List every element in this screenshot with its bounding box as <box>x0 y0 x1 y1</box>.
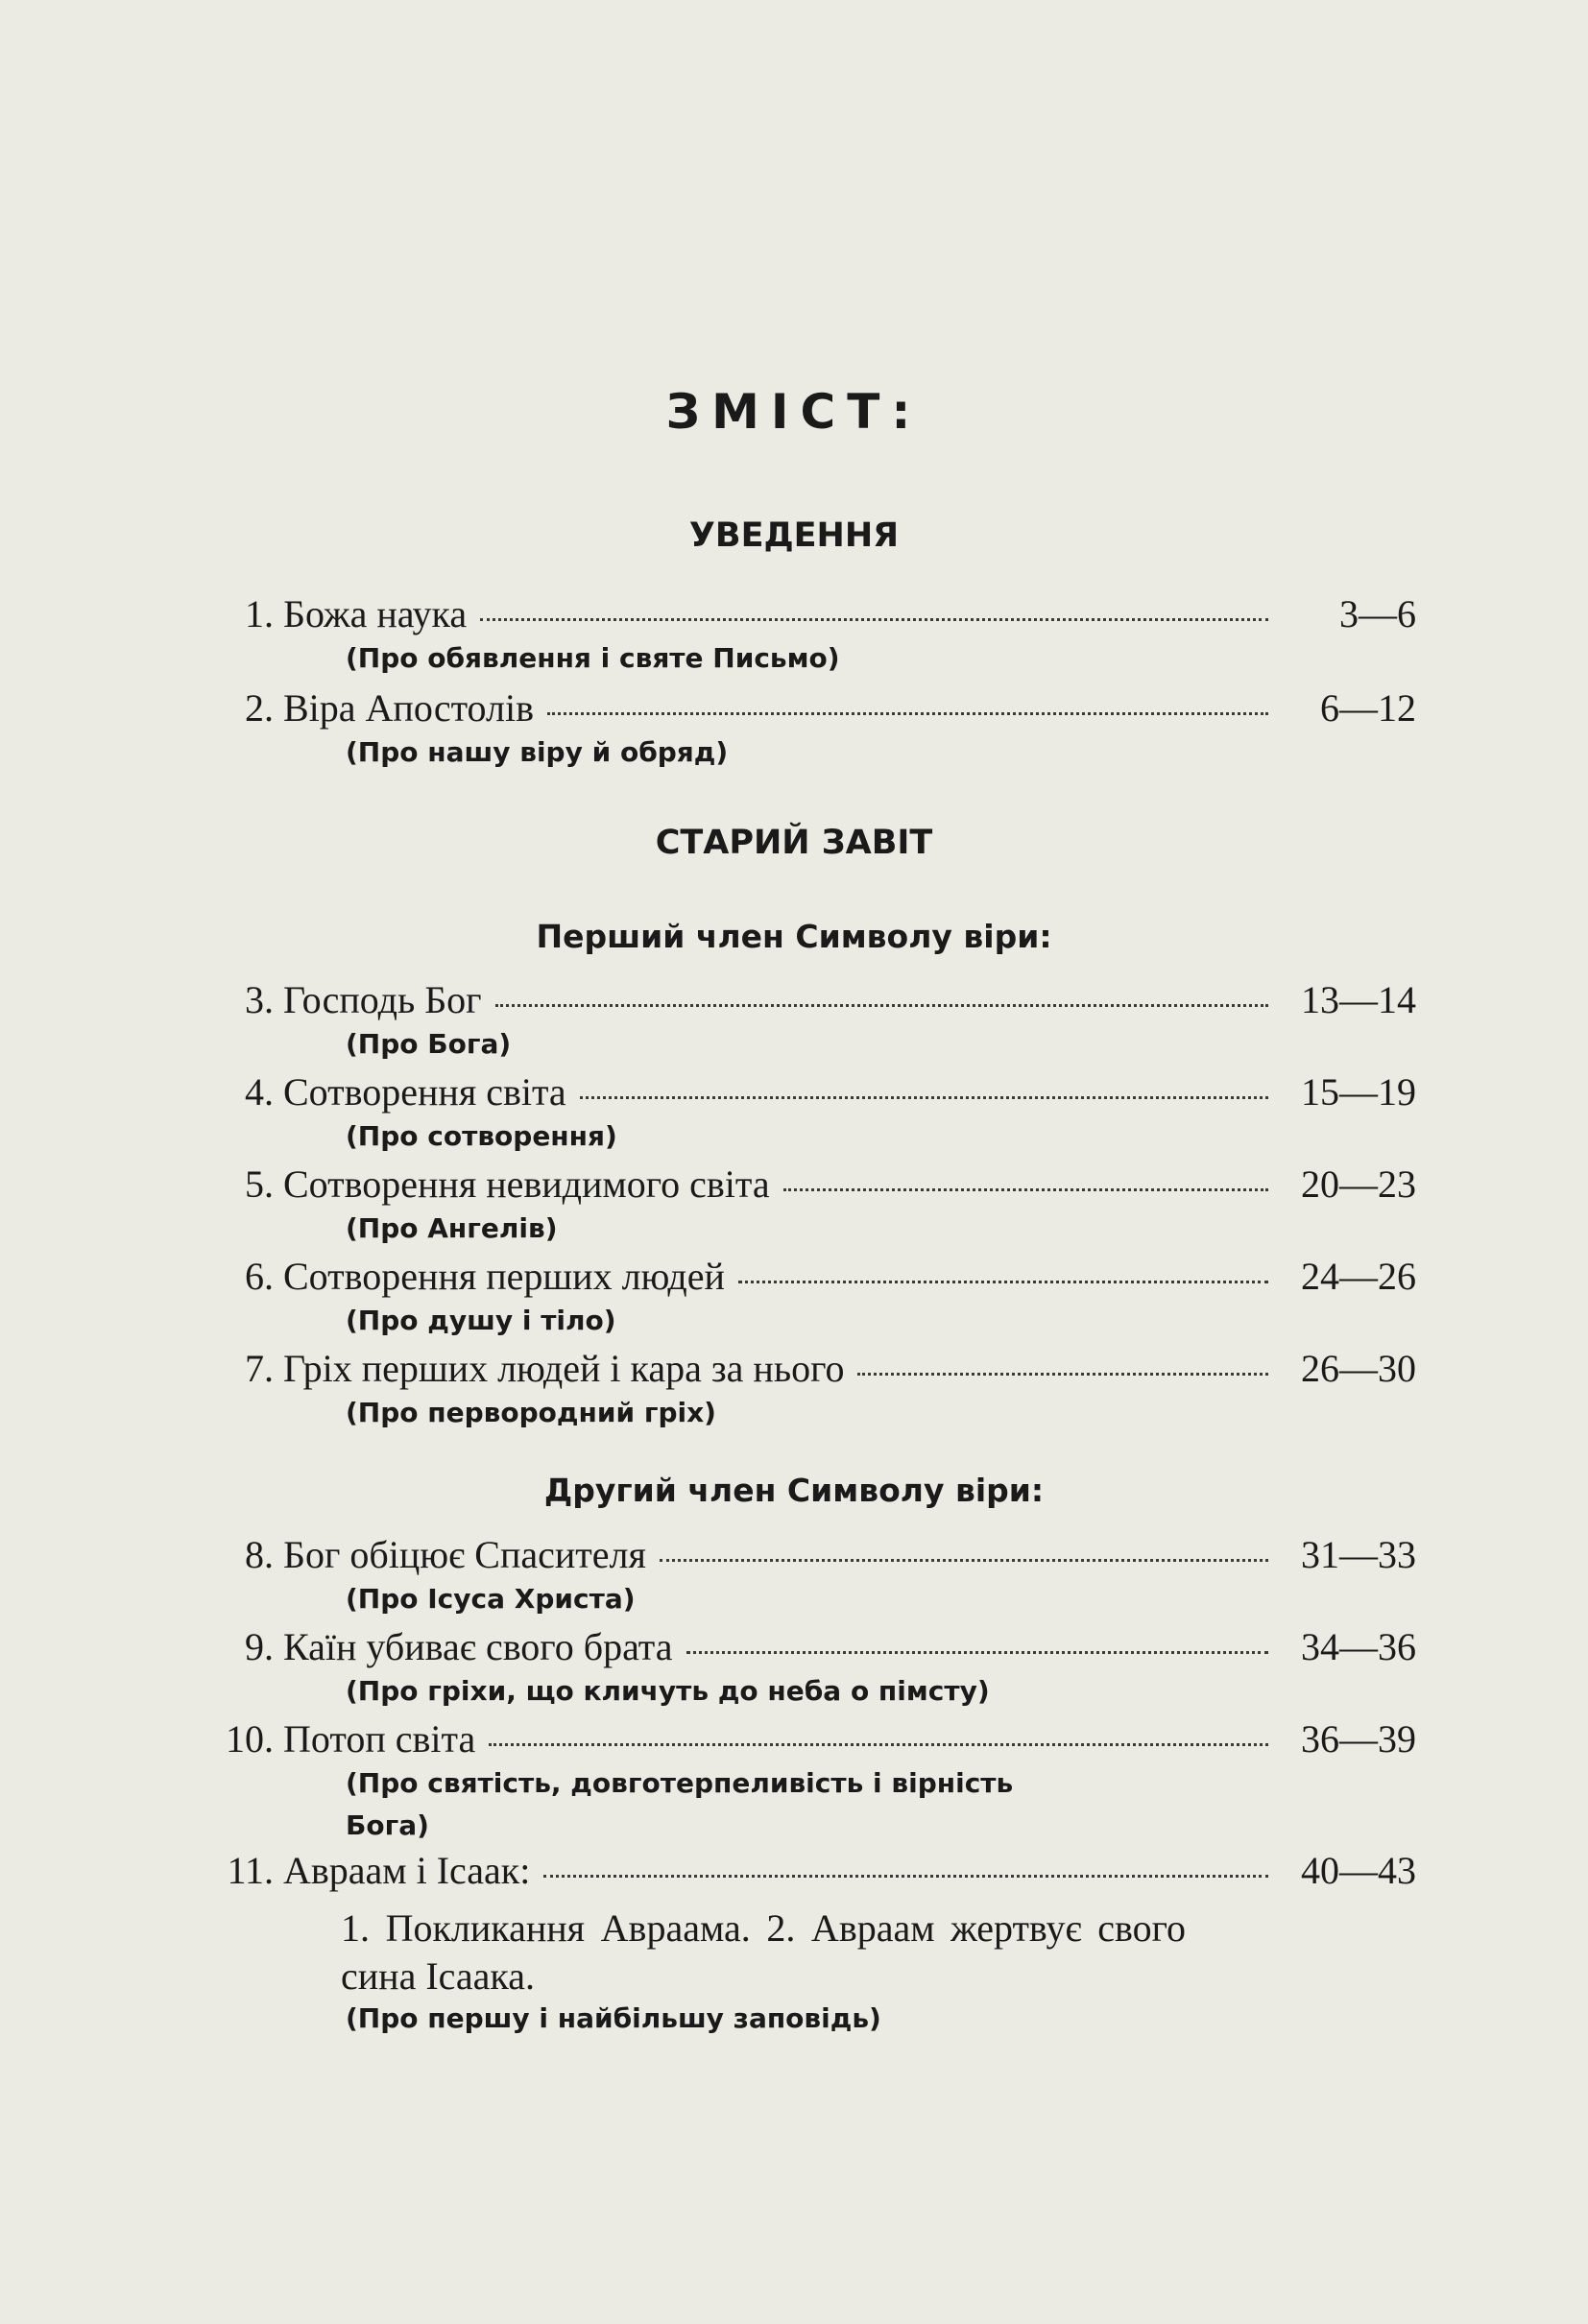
entry-number: 3. <box>245 978 274 1021</box>
entry-pages: 13—14 <box>1301 978 1416 1021</box>
dot-leader <box>857 1373 1268 1376</box>
entry-title: Сотворення невидимого світа <box>283 1162 770 1206</box>
entry-pages: 20—23 <box>1301 1162 1416 1206</box>
entry-subtitle: (Про первородний гріх) <box>346 1397 716 1428</box>
section-heading-old-testament: СТАРИЙ ЗАВІТ <box>655 824 933 862</box>
entry-pages: 15—19 <box>1301 1070 1416 1114</box>
dot-leader <box>495 1004 1268 1007</box>
entry-number: 5. <box>245 1162 274 1206</box>
entry-pages: 6—12 <box>1320 686 1416 730</box>
entry-number: 1. <box>245 592 274 635</box>
entry-subtitle-continuation: Бога) <box>346 1809 429 1841</box>
page-title: ЗМІСТ: <box>665 384 923 440</box>
dot-leader <box>660 1559 1268 1562</box>
toc-entry-2[interactable] <box>197 685 1416 731</box>
entry-pages: 3—6 <box>1339 592 1416 635</box>
dot-leader <box>783 1188 1268 1191</box>
toc-entry-10[interactable] <box>197 1716 1416 1762</box>
subsection-heading-second-article: Другий член Символу віри: <box>543 1472 1045 1509</box>
toc-entry-7[interactable] <box>197 1346 1416 1392</box>
toc-entry-6[interactable] <box>197 1254 1416 1300</box>
toc-entry-1[interactable] <box>197 591 1416 637</box>
entry-number: 11. <box>227 1849 274 1892</box>
toc-entry-8[interactable] <box>197 1532 1416 1578</box>
entry-subtitle: (Про сотворення) <box>346 1120 617 1152</box>
dot-leader <box>489 1743 1268 1746</box>
entry-title: Божа наука <box>283 592 468 635</box>
entry-subtitle: (Про душу і тіло) <box>346 1305 616 1336</box>
entry-number: 10. <box>226 1717 274 1761</box>
entry-title: Гріх перших людей і кара за нього <box>283 1347 845 1390</box>
entry-subtitle: (Про першу і найбільшу заповідь) <box>346 2002 881 2034</box>
entry-title: Авраам і Ісаак: <box>283 1849 531 1892</box>
entry-number: 7. <box>245 1347 274 1390</box>
entry-pages: 24—26 <box>1301 1255 1416 1298</box>
entry-subtitle: (Про гріхи, що кличуть до неба о пімсту) <box>346 1675 990 1707</box>
entry-subtitle: (Про нашу віру й обряд) <box>346 736 729 768</box>
entry-subtitle: (Про Ангелів) <box>346 1212 558 1244</box>
toc-entry-11[interactable] <box>197 1848 1416 1894</box>
entry-subtitle: (Про Ісуса Христа) <box>346 1583 636 1615</box>
toc-entry-9[interactable] <box>197 1624 1416 1670</box>
entry-pages: 34—36 <box>1301 1625 1416 1668</box>
entry-title: Каїн убиває свого брата <box>283 1625 673 1668</box>
dot-leader <box>580 1096 1268 1099</box>
dot-leader <box>738 1281 1268 1283</box>
toc-entry-3[interactable] <box>197 977 1416 1023</box>
entry-title: Потоп світа <box>283 1717 476 1761</box>
dot-leader <box>547 712 1268 715</box>
entry-subtitle: (Про святість, довготерпеливість і вірність <box>346 1767 1014 1799</box>
entry-pages: 36—39 <box>1301 1717 1416 1761</box>
entry-title: Бог обіцює Спасителя <box>283 1533 646 1576</box>
entry-body-text: 1. Покликання Авраама. 2. Авраам жертвує свого сина Ісаака. <box>341 1906 1186 1998</box>
entry-title: Господь Бог <box>283 978 482 1021</box>
entry-number: 9. <box>245 1625 274 1668</box>
dot-leader <box>543 1875 1268 1878</box>
entry-number: 2. <box>245 686 274 730</box>
entry-subtitle: (Про обявлення і святе Письмо) <box>346 642 840 674</box>
entry-number: 8. <box>245 1533 274 1576</box>
subsection-heading-first-article: Перший член Символу віри: <box>536 918 1052 955</box>
dot-leader <box>480 618 1268 621</box>
entry-pages: 40—43 <box>1301 1849 1416 1892</box>
section-heading-introduction: УВЕДЕННЯ <box>688 516 900 555</box>
entry-number: 4. <box>245 1070 274 1114</box>
entry-title: Віра Апостолів <box>283 686 534 730</box>
entry-subtitle: (Про Бога) <box>346 1028 512 1060</box>
dot-leader <box>686 1651 1268 1654</box>
entry-title: Сотворення світа <box>283 1070 566 1114</box>
entry-number: 6. <box>245 1255 274 1298</box>
toc-entry-4[interactable] <box>197 1069 1416 1115</box>
entry-pages: 26—30 <box>1301 1347 1416 1390</box>
entry-title: Сотворення перших людей <box>283 1255 725 1298</box>
entry-pages: 31—33 <box>1301 1533 1416 1576</box>
toc-entry-5[interactable] <box>197 1162 1416 1208</box>
